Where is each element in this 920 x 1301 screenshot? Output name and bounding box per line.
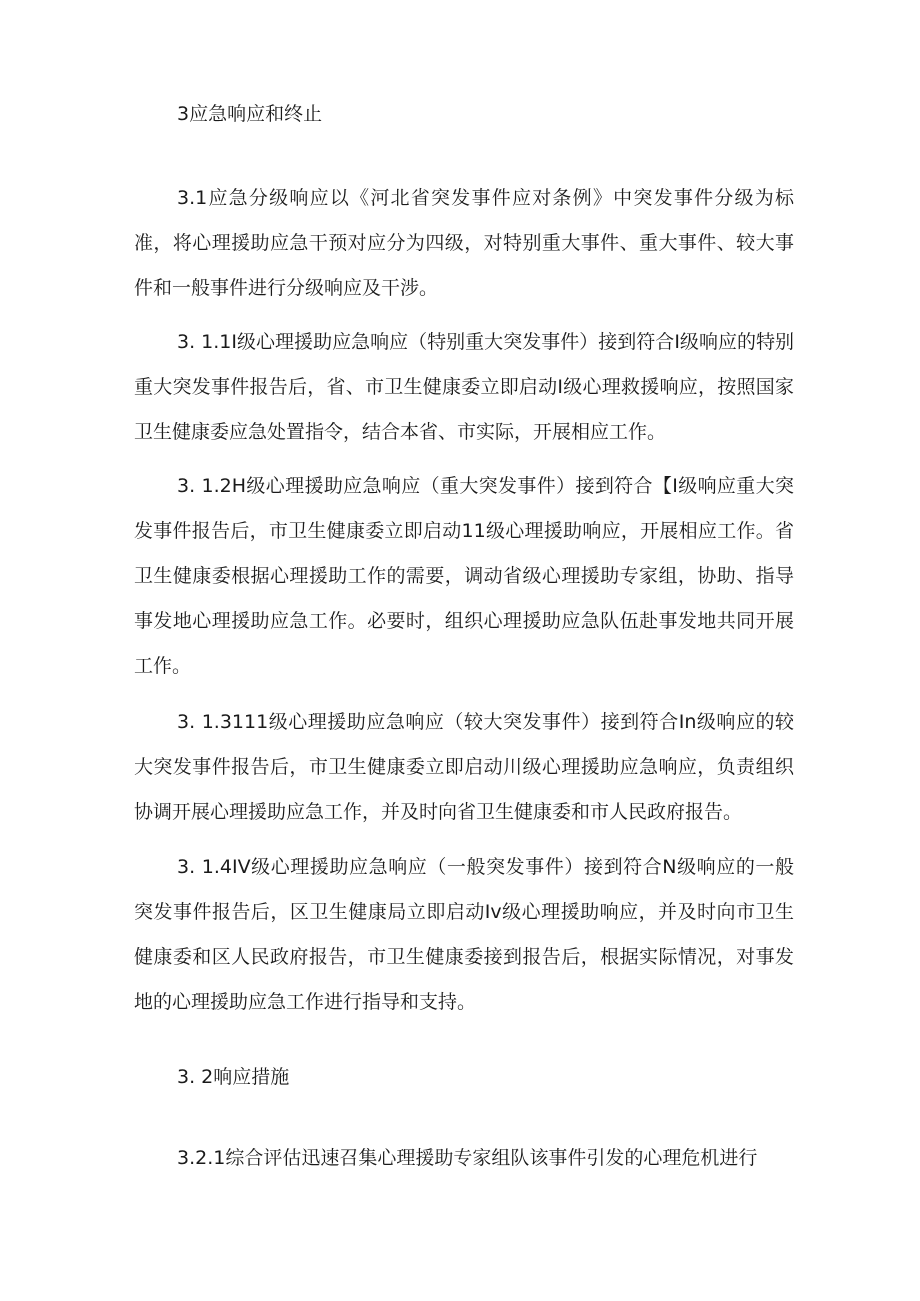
paragraph-3-1-4: 3. 1.4IV级心理援助应急响应（一般突发事件）接到符合N级响应的一般突发事件报告后，区卫生健康局立即启动Iv级心理援助响应，并及时向市卫生健康委和区人民政府报告，市卫生健康委接到报告后，根据实际情况，对事发地的心理援助应急工作进行指导和支持。	[134, 856, 794, 1013]
subsection-heading: 3. 2响应措施	[177, 1066, 290, 1088]
paragraph-3-1-2: 3. 1.2H级心理援助应急响应（重大突发事件）接到符合【I级响应重大突发事件报告后，市卫生健康委立即启动11级心理援助响应，开展相应工作。省卫生健康委根据心理援助工作的需要，调动省级心理援助专家组，协助、指导事发地心理援助应急工作。必要时，组织心理援助应急队伍赴事发地共同开展工作。	[134, 475, 794, 677]
paragraph-3-2-1: 3.2.1综合评估迅速召集心理援助专家组队该事件引发的心理危机进行	[177, 1147, 758, 1169]
paragraph-3-1-3: 3. 1.3111级心理援助应急响应（较大突发事件）接到符合In级响应的较大突发事件报告后，市卫生健康委立即启动川级心理援助应急响应，负责组织协调开展心理援助应急工作，并及时向省卫生健康委和市人民政府报告。	[134, 711, 794, 823]
paragraph-3-1: 3.1应急分级响应以《河北省突发事件应对条例》中突发事件分级为标准，将心理援助应急干预对应分为四级，对特别重大事件、重大事件、较大事件和一般事件进行分级响应及干涉。	[134, 187, 794, 299]
paragraph-3-1-1: 3. 1.1I级心理援助应急响应（特别重大突发事件）接到符合I级响应的特别重大突发事件报告后，省、市卫生健康委立即启动I级心理救援响应，按照国家卫生健康委应急处置指令，结合本省、市实际，开展相应工作。	[134, 331, 794, 443]
section-heading: 3应急响应和终止	[177, 103, 323, 125]
